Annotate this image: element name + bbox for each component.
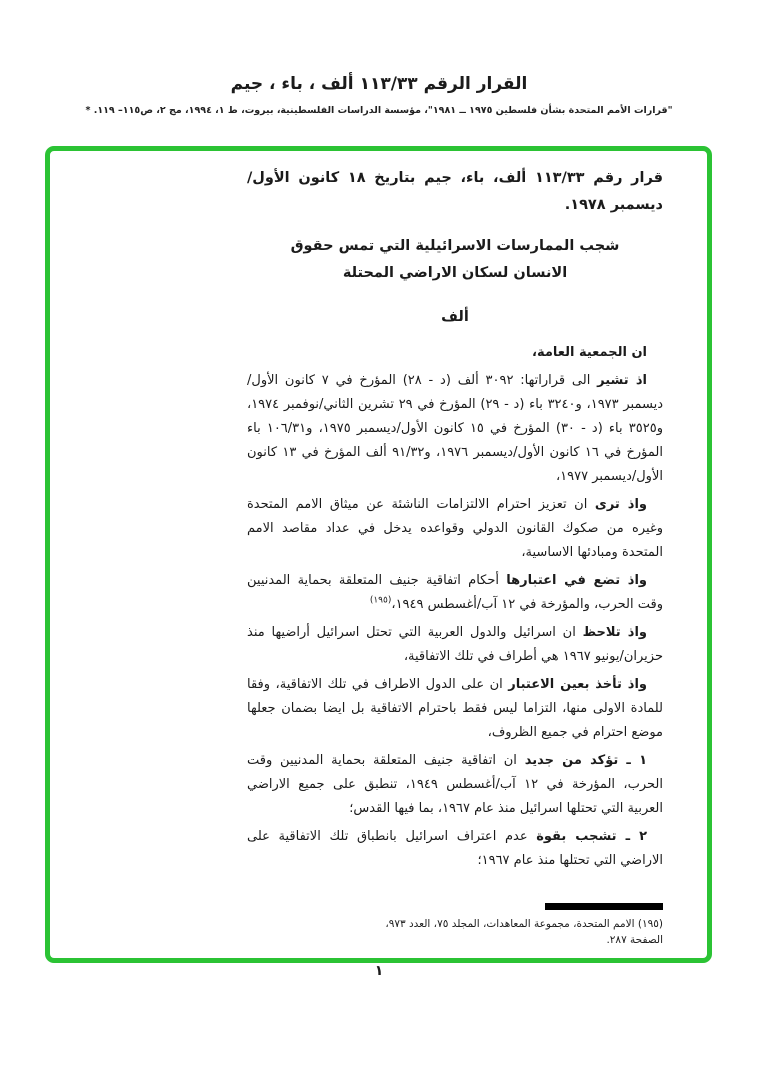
resolution-frame [45,146,712,963]
operative-paragraph-2 [247,825,663,873]
preamble-paragraph-1 [247,369,663,489]
paragraph-lead: ١ ـ تؤكد من جديد [524,753,647,768]
resolution-title-line2: الانسان لسكان الاراضي المحتلة [342,265,568,281]
paragraph-text: ان اتفاقية جنيف المتعلقة بحماية المدنيين وقت الحرب، المؤرخة في ١٢ آب/أغسطس ١٩٤٩، تنطبق على جميع الاراضي العربية التي تحتلها اسرائيل منذ عام ١٩٦٧، بما فيها القدس؛ [247,753,664,816]
resolution-title-line1: شجب الممارسات الاسرائيلية التي تمس حقوق [290,238,620,254]
paragraph-text: أحكام اتفاقية جنيف المتعلقة بحماية المدنيين وقت الحرب، والمؤرخة في ١٢ آب/أغسطس ١٩٤٩، [247,573,663,612]
footnote: (١٩٥) الامم المتحدة، مجموعة المعاهدات، المجلد ٧٥، العدد ٩٧٣، الصفحة ٢٨٧. [385,918,663,946]
preamble-paragraph-3 [247,569,663,617]
preamble-opening: ان الجمعية العامة، [532,345,647,360]
footnote-ref: (١٩٥) [369,595,392,606]
paragraph-lead: واذ تأخذ بعين الاعتبار [508,677,647,692]
paragraph-text: ان تعزيز احترام الالتزامات الناشئة عن ميثاق الامم المتحدة وغيره من صكوك القانون الدولي وقواعده يدخل في عداد مقاصد الامم المتحدة ومبادئها الاساسية، [247,497,663,560]
paragraph-lead: واذ تلاحظ [582,625,647,640]
paragraph-lead: ٢ ـ تشجب بقوة [536,829,647,844]
paragraph-lead: واذ تضع في اعتبارها [506,573,647,588]
footnote-area [247,903,663,948]
section-letter: ألف [441,309,469,325]
resolution-heading: قرار رقم ١١٣/٣٣ ألف، باء، جيم بتاريخ ١٨ كانون الأول/ديسمبر ١٩٧٨. [247,170,663,213]
paragraph-text: عدم اعتراف اسرائيل بانطباق تلك الاتفاقية على الاراضي التي تحتلها منذ عام ١٩٦٧؛ [247,829,663,868]
resolution-content [247,165,663,877]
paragraph-text: ان اسرائيل والدول العربية التي تحتل اسرائيل أراضيها منذ حزيران/يونيو ١٩٦٧ هي أطراف في تلك الاتفاقية، [247,625,663,664]
page-title: القرار الرقم ١١٣/٣٣ ألف ، باء ، جيم [230,74,528,94]
preamble-paragraph-5 [247,673,663,745]
paragraph-text: ان على الدول الاطراف في تلك الاتفاقية، وفقا للمادة الاولى منها، التزاما ليس فقط باحترام الاتفاقية بل ايضا بضمان جعلها موضع احترام في جميع الظروف، [247,677,663,740]
preamble-paragraph-4 [247,621,663,669]
preamble-paragraph-2 [247,493,663,565]
paragraph-text: الى قراراتها: ٣٠٩٢ ألف (د - ٢٨) المؤرخ في ٧ كانون الأول/ديسمبر ١٩٧٣، و٣٢٤٠ باء (د - ٢٩) المؤرخ في ٢٩ تشرين الثاني/نوفمبر ١٩٧٤، و٣٥٢٥ باء (د - ٣٠) المؤرخ في ١٥ كانون الأول/ديسمبر ١٩٧٥، و١٠٦/٣١ باء المؤرخ في ١٦ كانون الأول/ديسمبر ١٩٧٦، و٩١/٣٢ ألف المؤرخ في ١٣ كانون الأول/ديسمبر ١٩٧٧، [247,373,664,484]
page-number: ١ [374,963,384,979]
paragraph-lead: اذ تشير [597,373,647,388]
operative-paragraph-1 [247,749,663,821]
footnote-separator [545,903,663,910]
paragraph-lead: واذ ترى [594,497,647,512]
source-citation: "قرارات الأمم المتحدة بشأن فلسطين ١٩٧٥ ــ ١٩٨١"، مؤسسة الدراسات الفلسطينية، بيروت، ط ١، ١٩٩٤، مج ٢، ص١١٥– ١١٩. * [85,105,673,116]
resolution-title [247,233,663,287]
